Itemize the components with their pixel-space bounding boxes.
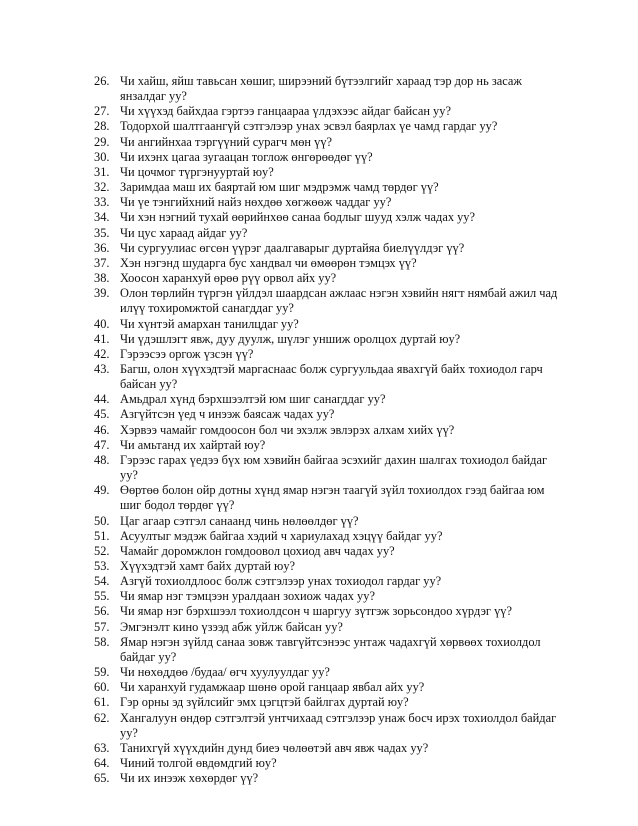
question-number: 38. bbox=[94, 271, 110, 286]
question-item bbox=[94, 544, 564, 559]
question-number: 39. bbox=[94, 286, 110, 301]
question-text: Заримдаа маш их баяртай юм шиг мэдрэмж чамд төрдөг үү? bbox=[120, 180, 439, 195]
question-item bbox=[94, 453, 564, 483]
question-number: 52. bbox=[94, 543, 110, 558]
question-text: Чи ямар нэг тэмцээн уралдаан зохиож чадах уу? bbox=[120, 589, 375, 604]
question-text: Чи хүнтэй амархан танилцдаг уу? bbox=[120, 316, 299, 331]
question-item bbox=[94, 256, 564, 271]
question-text: Чи ямар нэг бэрхшээл тохиолдсон ч шаргуу зүтгэж зорьсондоо хүрдэг үү? bbox=[120, 604, 512, 619]
question-text: Чи амьтанд их хайртай юу? bbox=[120, 437, 266, 452]
question-text: Хангалуун өндөр сэтгэлтэй унтчихаад сэтгэлээр унаж босч ирэх тохиолдол байдаг уу? bbox=[120, 710, 557, 740]
question-item bbox=[94, 210, 564, 225]
question-number: 27. bbox=[94, 104, 110, 119]
question-text: Эмгэнэлт кино үзээд абж уйлж байсан уу? bbox=[120, 619, 343, 634]
question-text: Чи харанхуй гудамжаар шөнө орой ганцаар явбал айх уу? bbox=[120, 680, 425, 695]
question-number: 35. bbox=[94, 225, 110, 240]
question-number: 62. bbox=[94, 710, 110, 725]
question-number: 40. bbox=[94, 316, 110, 331]
question-number: 41. bbox=[94, 331, 110, 346]
question-number: 64. bbox=[94, 756, 110, 771]
question-item bbox=[94, 195, 564, 210]
question-item bbox=[94, 332, 564, 347]
question-item bbox=[94, 680, 564, 695]
question-number: 63. bbox=[94, 740, 110, 755]
question-text: Чи хүүхэд байхдаа гэртээ ганцаараа үлдэхээс айдаг байсан уу? bbox=[120, 104, 451, 119]
question-number: 65. bbox=[94, 771, 110, 786]
question-text: Чи хэн нэгний тухай өөрийнхөө санаа бодлыг шууд хэлж чадах уу? bbox=[120, 210, 476, 225]
question-item bbox=[94, 756, 564, 771]
question-number: 50. bbox=[94, 513, 110, 528]
question-text: Тодорхой шалтгаангүй сэтгэлээр унах эсвэл баярлах үе чамд гардаг уу? bbox=[120, 119, 498, 134]
question-number: 28. bbox=[94, 119, 110, 134]
question-number: 42. bbox=[94, 346, 110, 361]
question-item bbox=[94, 589, 564, 604]
question-item bbox=[94, 604, 564, 619]
question-number: 47. bbox=[94, 437, 110, 452]
question-item bbox=[94, 104, 564, 119]
question-text: Чиний толгой өвдөмдгий юу? bbox=[120, 756, 277, 771]
question-item bbox=[94, 559, 564, 574]
question-item bbox=[94, 362, 564, 392]
question-item bbox=[94, 620, 564, 635]
question-item bbox=[94, 711, 564, 741]
question-text: Гэрээсээ оргож үзсэн үү? bbox=[120, 346, 254, 361]
question-item bbox=[94, 483, 564, 513]
question-text: Чи үе тэнгийхний найз нөхдөө хөгжөөж чаддаг уу? bbox=[120, 195, 392, 210]
question-item bbox=[94, 574, 564, 589]
question-item bbox=[94, 317, 564, 332]
question-number: 45. bbox=[94, 407, 110, 422]
question-number: 36. bbox=[94, 240, 110, 255]
question-item bbox=[94, 407, 564, 422]
question-text: Чи хайш, яйш тавьсан хөшиг, ширээний бүтээлгийг хараад тэр дор нь засаж янзалдаг уу? bbox=[120, 74, 522, 104]
question-item bbox=[94, 392, 564, 407]
question-list bbox=[94, 74, 564, 786]
question-number: 57. bbox=[94, 619, 110, 634]
question-item bbox=[94, 514, 564, 529]
question-item bbox=[94, 771, 564, 786]
question-number: 59. bbox=[94, 665, 110, 680]
question-item bbox=[94, 135, 564, 150]
question-number: 34. bbox=[94, 210, 110, 225]
question-number: 60. bbox=[94, 680, 110, 695]
question-item bbox=[94, 665, 564, 680]
question-item bbox=[94, 180, 564, 195]
question-number: 54. bbox=[94, 574, 110, 589]
question-item bbox=[94, 74, 564, 104]
question-text: Танихгүй хүүхдийн дунд биеэ чөлөөтэй авч явж чадах уу? bbox=[120, 740, 429, 755]
question-text: Чи цочмог түргэнууртай юу? bbox=[120, 164, 274, 179]
question-number: 58. bbox=[94, 634, 110, 649]
question-text: Цаг агаар сэтгэл санаанд чинь нөлөөлдөг үү? bbox=[120, 513, 359, 528]
question-text: Чи ихэнх цагаа зугаацан тоглож өнгөрөөдөг үү? bbox=[120, 149, 373, 164]
question-number: 51. bbox=[94, 528, 110, 543]
question-number: 43. bbox=[94, 361, 110, 376]
question-text: Чи нөхөддөө /будаа/ өгч хуулуулдаг уу? bbox=[120, 665, 330, 680]
question-item bbox=[94, 165, 564, 180]
question-text: Чи ангийнхаа тэргүүний сурагч мөн үү? bbox=[120, 134, 333, 149]
question-number: 32. bbox=[94, 180, 110, 195]
question-text: Хүүхэдтэй хамт байх дуртай юу? bbox=[120, 559, 296, 573]
question-number: 26. bbox=[94, 74, 110, 88]
question-item bbox=[94, 226, 564, 241]
question-item bbox=[94, 241, 564, 256]
question-text: Азгүй тохиолдлоос болж сэтгэлээр унах тохиодол гардаг уу? bbox=[120, 574, 442, 589]
question-number: 49. bbox=[94, 483, 110, 498]
question-text: Азгүйтсэн үед ч инээж баясаж чадах уу? bbox=[120, 407, 335, 422]
question-number: 37. bbox=[94, 255, 110, 270]
question-number: 33. bbox=[94, 195, 110, 210]
question-text: Асуултыг мэдэж байгаа хэдий ч хариулахад хэцүү байдаг уу? bbox=[120, 528, 443, 543]
question-text: Олон төрлийн түргэн үйлдэл шаардсан ажлаас нэгэн хэвийн нягт нямбай ажил чад илүү тохиромжтой санагддаг уу? bbox=[120, 286, 558, 316]
question-text: Ямар нэгэн зүйлд санаа зовж тавгүйтсэнээс унтаж чадахгүй хөрвөөх тохиолдол байдаг уу? bbox=[120, 634, 541, 664]
question-text: Гэрээс гарах үедээ бүх юм хэвийн байгаа эсэхийг дахин шалгах тохиодол байдаг уу? bbox=[120, 452, 548, 483]
question-number: 61. bbox=[94, 695, 110, 710]
question-item bbox=[94, 271, 564, 286]
question-text: Өөртөө болон ойр дотны хүнд ямар нэгэн таагүй зүйл тохиолдох гээд байгаа юм шиг бодол төрдөг үү? bbox=[120, 483, 545, 513]
question-text: Чи их инээж хөхөрдөг үү? bbox=[120, 771, 259, 786]
question-text: Багш, олон хүүхэдтэй маргаснаас болж сургуульдаа явахгүй байх тохиодол гарч байсан уу? bbox=[120, 361, 543, 392]
question-item bbox=[94, 150, 564, 165]
question-item bbox=[94, 119, 564, 134]
question-text: Чи үдэшлэгт явж, дуу дуулж, шүлэг уншиж оролцох дуртай юу? bbox=[120, 331, 461, 346]
question-text: Гэр орны эд зүйлсийг эмх цэгцтэй байлгах дуртай юу? bbox=[120, 695, 409, 710]
question-item bbox=[94, 423, 564, 438]
question-number: 29. bbox=[94, 134, 110, 149]
question-number: 53. bbox=[94, 559, 110, 573]
question-number: 56. bbox=[94, 604, 110, 619]
question-number: 30. bbox=[94, 149, 110, 164]
question-text: Амьдрал хүнд бэрхшээлтэй юм шиг санагддаг уу? bbox=[120, 392, 386, 407]
question-item bbox=[94, 286, 564, 316]
question-item bbox=[94, 347, 564, 362]
question-item bbox=[94, 529, 564, 544]
question-number: 44. bbox=[94, 392, 110, 407]
question-item bbox=[94, 741, 564, 756]
question-number: 55. bbox=[94, 589, 110, 604]
question-number: 31. bbox=[94, 164, 110, 179]
question-text: Чи цус хараад айдаг уу? bbox=[120, 225, 248, 240]
question-item bbox=[94, 695, 564, 710]
question-text: Хэн нэгэнд шударга бус хандвал чи өмөөрөн тэмцэх үү? bbox=[120, 255, 417, 270]
question-number: 46. bbox=[94, 422, 110, 437]
question-item bbox=[94, 438, 564, 453]
question-text: Чамайг доромжлон гомдоовол цохиод авч чадах уу? bbox=[120, 543, 395, 558]
question-text: Чи сургуулиас өгсөн үүрэг даалгаварыг дуртайяа биелүүлдэг үү? bbox=[120, 240, 465, 255]
question-text: Хоосон харанхуй өрөө рүү орвол айх уу? bbox=[120, 271, 337, 286]
question-text: Хэрвээ чамайг гомдоосон бол чи эхэлж эвлэрэх алхам хийх үү? bbox=[120, 422, 455, 437]
question-item bbox=[94, 635, 564, 665]
question-number: 48. bbox=[94, 452, 110, 467]
